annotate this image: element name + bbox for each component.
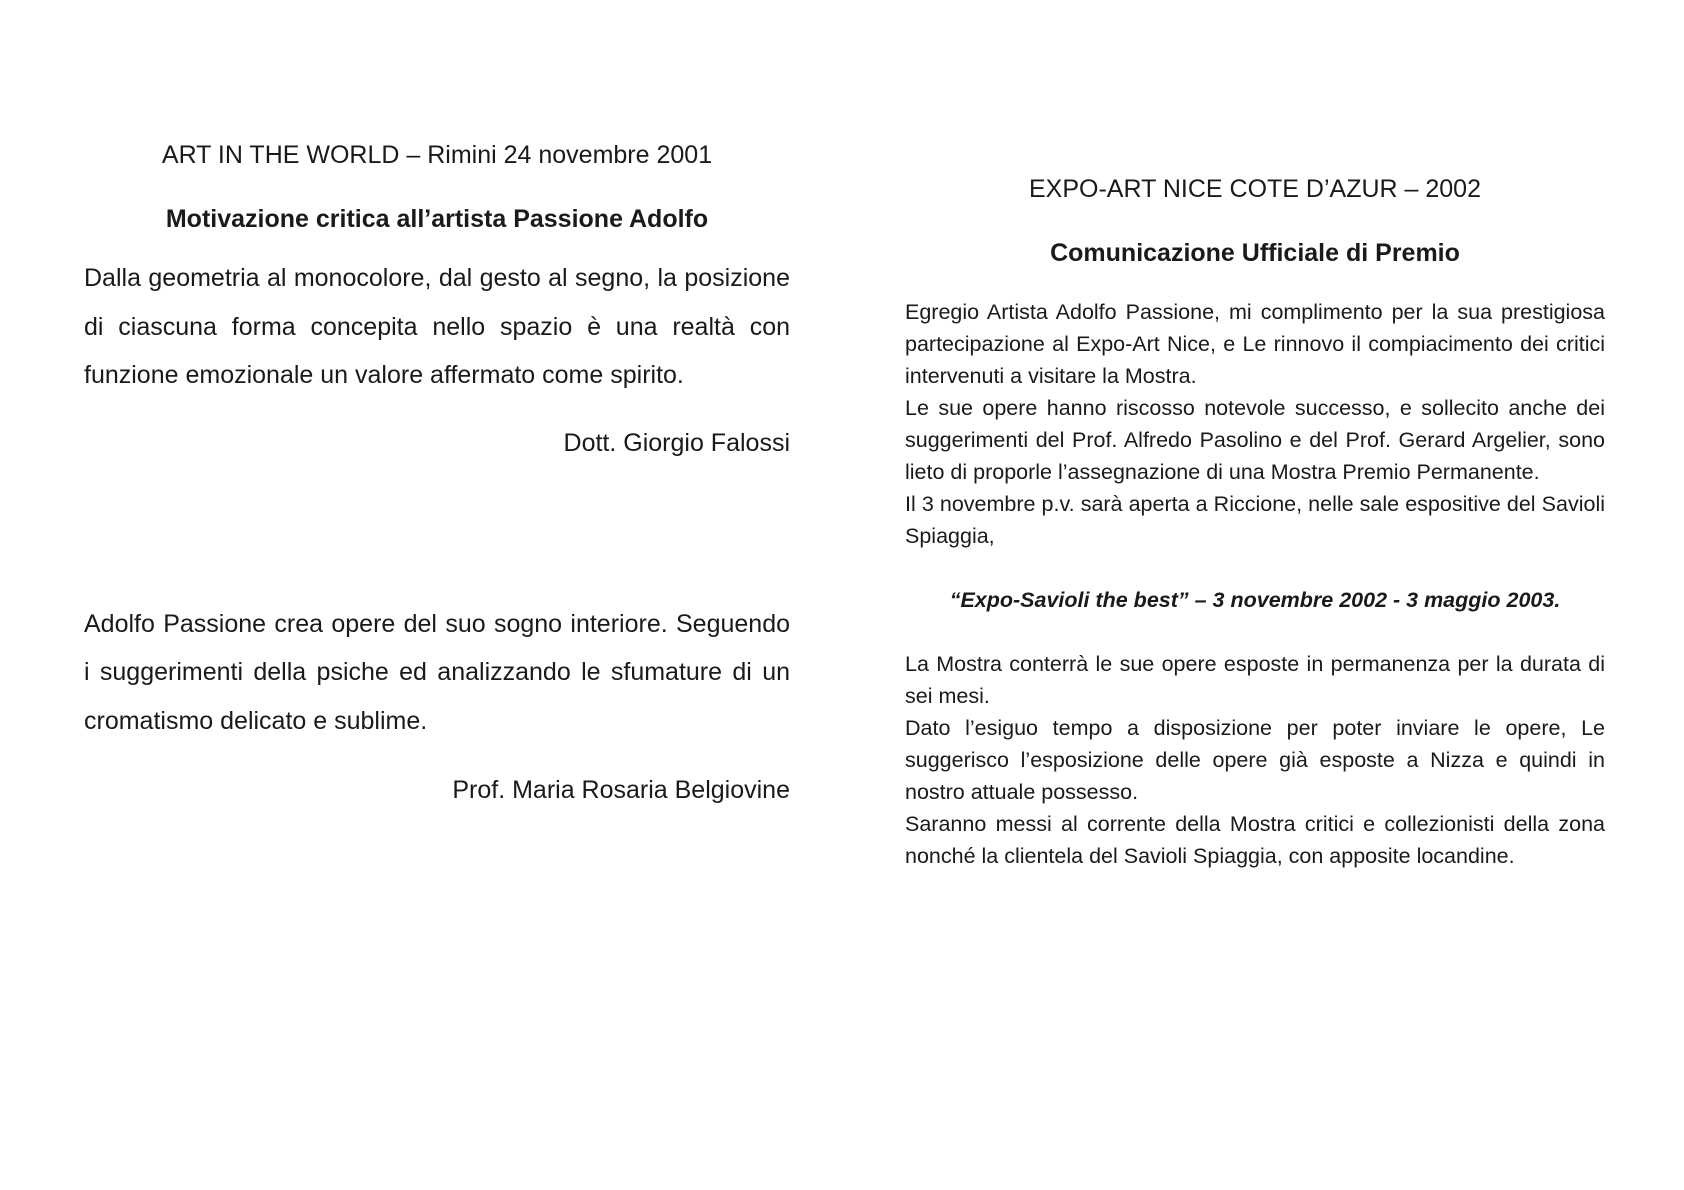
critique-paragraph-1: Dalla geometria al monocolore, dal gesto al segno, la posizione di ciascuna forma concepita nello spazio è una realtà con funzione emozionale un valore affermato come spirito. xyxy=(84,264,790,389)
right-column xyxy=(905,172,1605,872)
letter-paragraph: Il 3 novembre p.v. sarà aperta a Riccione, nelle sale espositive del Savioli Spiaggia, xyxy=(905,492,1605,548)
signature-1: Dott. Giorgio Falossi xyxy=(563,428,790,457)
critique-paragraph-2: Adolfo Passione crea opere del suo sogno interiore. Seguendo i suggerimenti della psiche ed analizzando le sfumature di un cromatismo delicato e sublime. xyxy=(84,609,790,735)
left-subtitle: Motivazione critica all’artista Passione Adolfo xyxy=(165,205,709,233)
signature-2: Prof. Maria Rosaria Belgiovine xyxy=(452,776,790,804)
exhibition-highlight: “Expo-Savioli the best” – 3 novembre 2002 - 3 maggio 2003. xyxy=(949,588,1561,612)
letter-paragraph: Saranno messi al corrente della Mostra critici e collezionisti della zona nonché la clientela del Savioli Spiaggia, con apposite locandine. xyxy=(905,812,1605,868)
letter-paragraph: Dato l’esiguo tempo a disposizione per poter inviare le opere, Le suggerisco l’esposizione delle opere già esposte a Nizza e quindi in nostro attuale possesso. xyxy=(905,716,1605,804)
right-title: EXPO-ART NICE COTE D’AZUR – 2002 xyxy=(1029,175,1481,203)
letter-paragraph: La Mostra conterrà le sue opere esposte in permanenza per la durata di sei mesi. xyxy=(905,652,1605,708)
left-title: ART IN THE WORLD – Rimini 24 novembre 2001 xyxy=(161,141,713,169)
letter-paragraph: Le sue opere hanno riscosso notevole successo, e sollecito anche dei suggerimenti del Prof. Alfredo Pasolino e del Prof. Gerard Argelier, sono lieto di proporle l’assegnazione di una Mostra Premio Permanente. xyxy=(905,396,1605,484)
right-subtitle: Comunicazione Ufficiale di Premio xyxy=(1050,239,1460,267)
letter-paragraph: Egregio Artista Adolfo Passione, mi complimento per la sua prestigiosa partecipazione al Expo-Art Nice, e Le rinnovo il compiacimento dei critici intervenuti a visitare la Mostra. xyxy=(905,300,1605,388)
left-column xyxy=(84,138,790,807)
